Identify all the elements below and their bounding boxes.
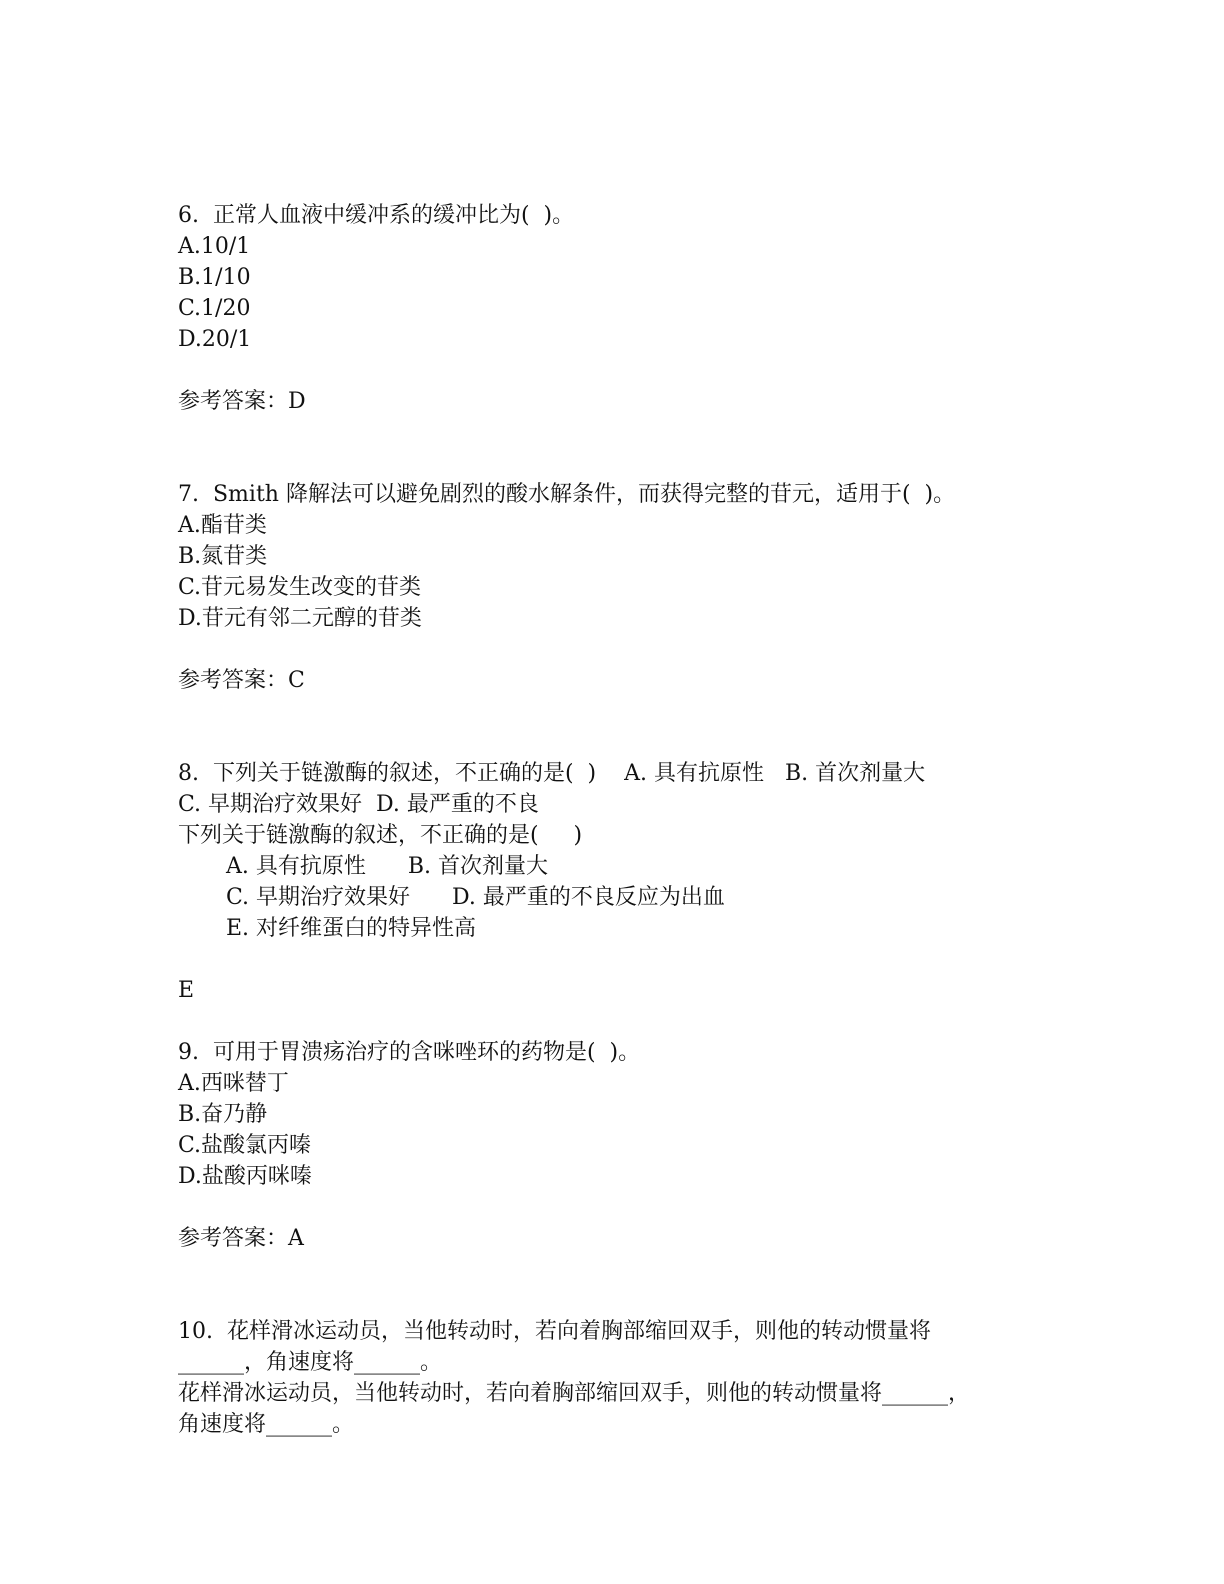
question-title-line-2: ______，角速度将______。	[178, 1350, 443, 1375]
question-10	[178, 1316, 1058, 1440]
option-a: A.酯苷类	[178, 513, 267, 538]
question-title: 9. 可用于胃溃疡治疗的含咪唑环的药物是( )。	[178, 1040, 641, 1065]
option-b: B.1/10	[178, 265, 251, 290]
question-title: 7. Smith 降解法可以避免剧烈的酸水解条件，而获得完整的苷元，适用于( )。	[178, 482, 956, 507]
option-d: D.20/1	[178, 327, 252, 352]
reference-answer: 参考答案：C	[178, 668, 305, 693]
question-stem: 下列关于链激酶的叙述，不正确的是( )	[178, 823, 583, 848]
question-stem-line-2: 角速度将______。	[178, 1412, 355, 1437]
question-title: 6. 正常人血液中缓冲系的缓冲比为( )。	[178, 203, 575, 228]
option-row-1: A. 具有抗原性 B. 首次剂量大	[226, 854, 548, 879]
document-page	[178, 200, 1058, 1440]
question-7	[178, 479, 1058, 696]
option-c: C.苷元易发生改变的苷类	[178, 575, 422, 600]
option-row-3: E. 对纤维蛋白的特异性高	[226, 916, 477, 941]
option-a: A.10/1	[178, 234, 251, 259]
option-c: C.盐酸氯丙嗪	[178, 1133, 312, 1158]
question-9	[178, 1037, 1058, 1254]
question-title-line-2: C. 早期治疗效果好 D. 最严重的不良	[178, 792, 539, 817]
option-c: C.1/20	[178, 296, 251, 321]
answer: E	[178, 978, 195, 1003]
option-a: A.西咪替丁	[178, 1071, 289, 1096]
option-d: D.苷元有邻二元醇的苷类	[178, 606, 422, 631]
option-row-2: C. 早期治疗效果好 D. 最严重的不良反应为出血	[226, 885, 725, 910]
option-d: D.盐酸丙咪嗪	[178, 1164, 312, 1189]
question-stem-line-1: 花样滑冰运动员，当他转动时，若向着胸部缩回双手，则他的转动惯量将______，	[178, 1381, 971, 1406]
question-title-line-1: 8. 下列关于链激酶的叙述，不正确的是( ) A. 具有抗原性 B. 首次剂量大	[178, 761, 926, 786]
reference-answer: 参考答案：A	[178, 1226, 304, 1251]
option-b: B.氮苷类	[178, 544, 268, 569]
option-b: B.奋乃静	[178, 1102, 268, 1127]
question-6	[178, 200, 1058, 417]
question-title-line-1: 10. 花样滑冰运动员，当他转动时，若向着胸部缩回双手，则他的转动惯量将	[178, 1319, 931, 1344]
reference-answer: 参考答案：D	[178, 389, 306, 414]
question-8	[178, 758, 1058, 1006]
